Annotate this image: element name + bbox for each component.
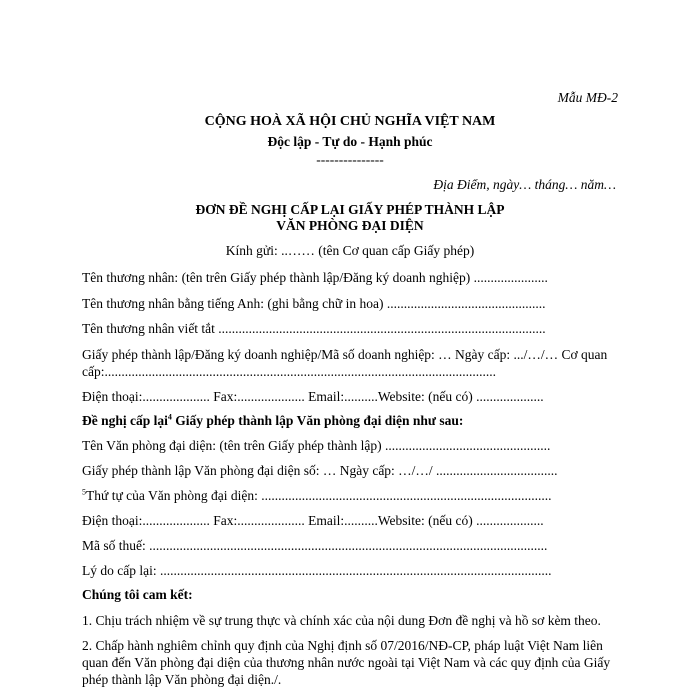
commitment-item-1: 1. Chịu trách nhiệm về sự trung thực và chính xác của nội dung Đơn đề nghị và hồ sơ kèm theo. [82,613,601,628]
request-heading-rest: Giấy phép thành lập Văn phòng đại diện như sau: [171,413,464,428]
place-date: Địa Điểm, ngày… tháng… năm… [433,177,616,192]
tax-code-field: Mã số thuế: ...................................................................................................................... [82,538,548,553]
office-name-field: Tên Văn phòng đại diện: (tên trên Giấy phép thành lập) ................................................. [82,438,551,453]
footnote-5: 5 [82,487,86,497]
license-field: Giấy phép thành lập/Đăng ký doanh nghiệp/Mã số doanh nghiệp: … Ngày cấp: .../…/… Cơ quan cấp:.................................................................................................................... [82,347,608,379]
trader-contact-field: Điện thoại:.................... Fax:.................... Email:..........Website: (nếu có) .................... [82,389,544,404]
nation-header: CỘNG HOÀ XÃ HỘI CHỦ NGHĨA VIỆT NAM [204,114,496,129]
recipient-line: Kính gửi: ..…… (tên Cơ quan cấp Giấy phép) [225,243,475,258]
office-license-field: Giấy phép thành lập Văn phòng đại diện số: … Ngày cấp: …/…/ .................................... [82,463,558,478]
title-line-1: ĐƠN ĐỀ NGHỊ CẤP LẠI GIẤY PHÉP THÀNH LẬP [195,202,505,217]
trader-name-en-field: Tên thương nhân bằng tiếng Anh: (ghi bằng chữ in hoa) ............................................... [82,296,546,311]
title-line-2: VĂN PHÒNG ĐẠI DIỆN [276,218,424,233]
office-order-text: Thứ tự của Văn phòng đại diện: ...................................................................................... [86,488,552,503]
footnote-4: 4 [167,412,172,422]
office-contact-field: Điện thoại:.................... Fax:.................... Email:..........Website: (nếu có) .................... [82,513,544,528]
trader-abbr-field: Tên thương nhân viết tắt ................................................................................................. [82,321,546,336]
trader-name-field: Tên thương nhân: (tên trên Giấy phép thành lập/Đăng ký doanh nghiệp) ...................... [82,270,548,285]
commitment-heading: Chúng tôi cam kết: [82,587,193,602]
document-title [0,202,700,234]
form-code: Mẫu MĐ-2 [557,90,618,105]
motto: Độc lập - Tự do - Hạnh phúc [267,134,433,149]
office-order-field [82,488,551,504]
reissue-reason-field: Lý do cấp lại: .................................................................................................................... [82,563,552,578]
request-heading [82,413,463,429]
header-rule: --------------- [316,152,384,167]
commitment-item-2: 2. Chấp hành nghiêm chỉnh quy định của Nghị định số 07/2016/NĐ-CP, pháp luật Việt Nam liên quan đến Văn phòng đại diện của thương nhân nước ngoài tại Việt Nam và các quy định của Giấy phép thành lập Văn phòng đại diện./. [82,638,611,687]
request-heading-prefix: Đề nghị cấp lại [82,413,168,428]
